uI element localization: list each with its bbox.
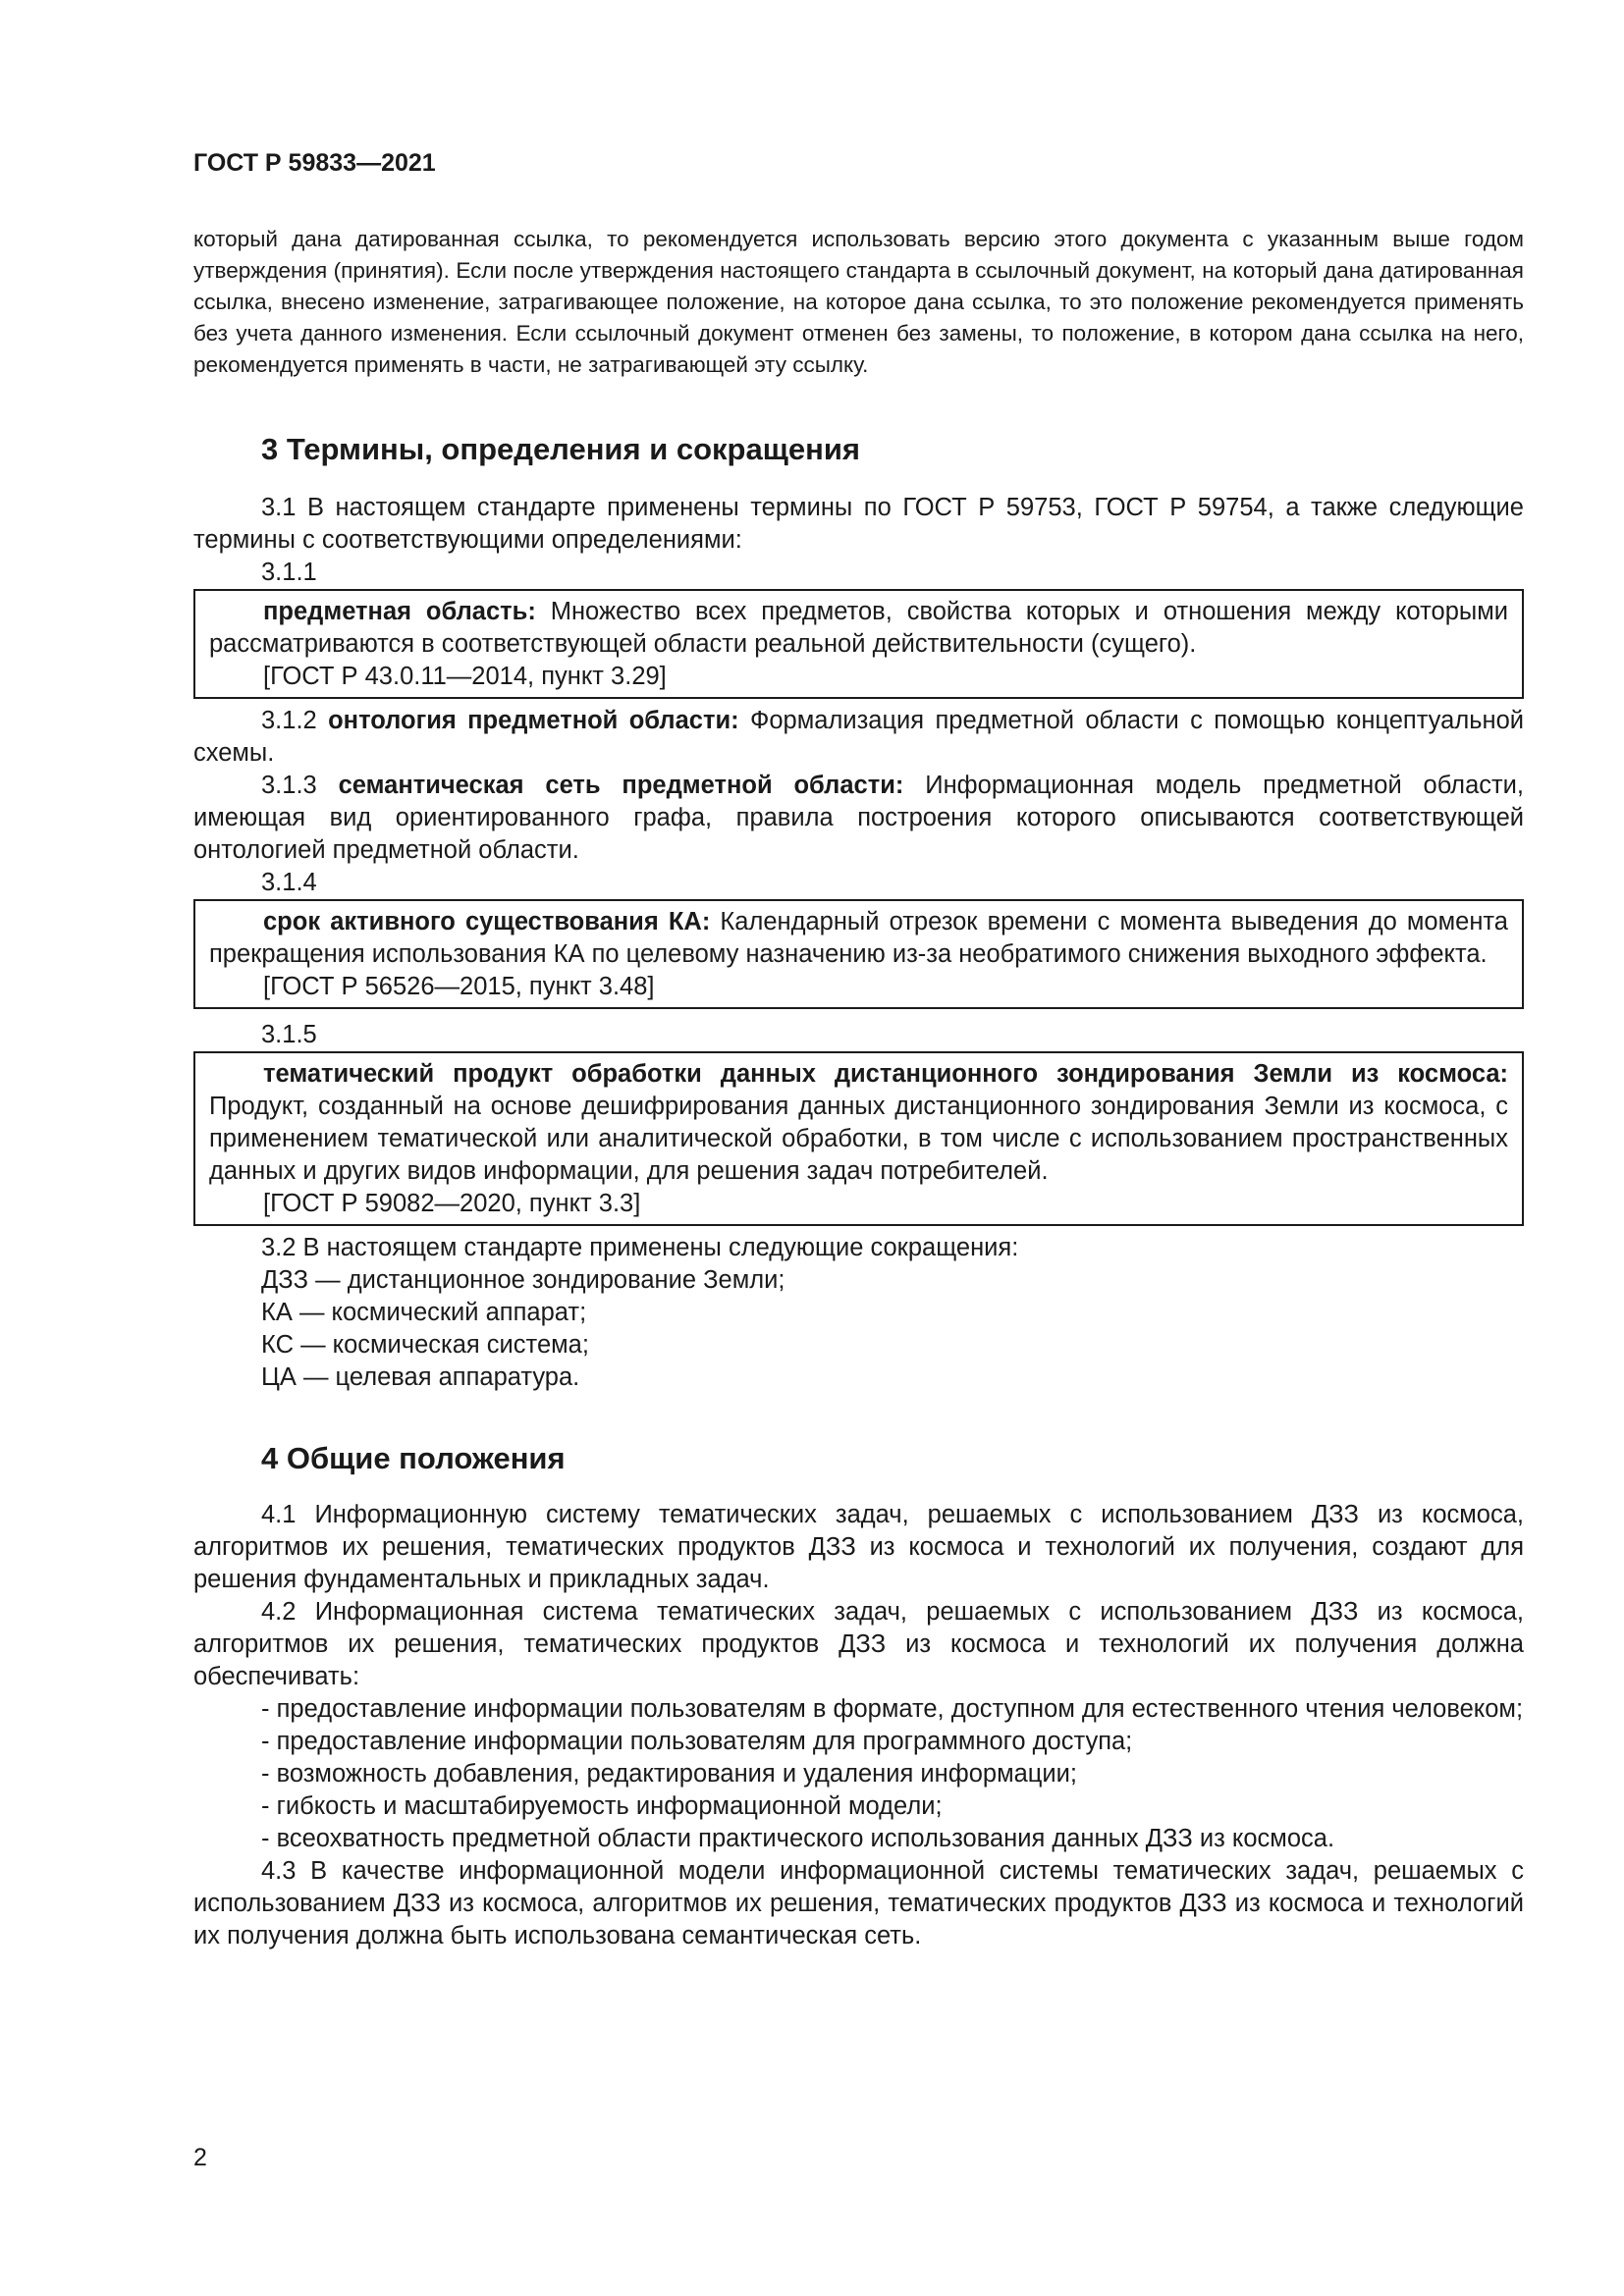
page-number: 2	[193, 2144, 207, 2171]
term-box-3-1-4	[193, 899, 1524, 1009]
term-3-1-3	[193, 770, 1524, 867]
term-number-3-1-5: 3.1.5	[261, 1021, 317, 1048]
abbreviation-item: КС — космическая система;	[261, 1331, 589, 1359]
term-3-1-4-source: [ГОСТ Р 56526—2015, пункт 3.48]	[263, 973, 655, 1000]
term-3-1-5-source: [ГОСТ Р 59082—2020, пункт 3.3]	[263, 1190, 641, 1217]
paragraph-4-1: 4.1 Информационную систему тематических задач, решаемых с использованием ДЗЗ из космоса, алгоритмов их решения, тематических продуктов ДЗЗ из космоса и технологий их получения, создают для решения фундаментальных и прикладных задач.	[193, 1501, 1524, 1593]
document-header: ГОСТ Р 59833—2021	[193, 149, 436, 177]
term-box-3-1-1	[193, 589, 1524, 699]
term-number-3-1-4: 3.1.4	[261, 869, 317, 896]
paragraph-4-2: 4.2 Информационная система тематических задач, решаемых с использованием ДЗЗ из космоса, алгоритмов их решения, тематических продуктов ДЗЗ из космоса и технологий их получения должна обеспечивать:	[193, 1598, 1524, 1690]
page-content	[193, 224, 1524, 1952]
term-3-1-2-number: 3.1.2	[261, 707, 317, 734]
term-3-1-3-number: 3.1.3	[261, 772, 317, 799]
bullet-item: - возможность добавления, редактирования и удаления информации;	[261, 1760, 1077, 1788]
term-3-1-2-name: онтология предметной области:	[328, 707, 739, 734]
term-3-1-3-definition: Информационная модель предметной области, имеющая вид ориентированного графа, правила построения которого описываются соответствующей онтологией предметной области.	[193, 772, 1525, 864]
term-3-1-2-definition: Формализация предметной области с помощью концептуальной схемы.	[193, 707, 1524, 767]
paragraph-3-1: 3.1 В настоящем стандарте применены термины по ГОСТ Р 59753, ГОСТ Р 59754, а также следующие термины с соответствующими определениями:	[193, 494, 1524, 554]
abbreviation-item: ДЗЗ — дистанционное зондирование Земли;	[261, 1266, 785, 1294]
term-number-3-1-1: 3.1.1	[261, 559, 317, 586]
term-3-1-1-source: [ГОСТ Р 43.0.11—2014, пункт 3.29]	[263, 663, 667, 690]
term-3-1-4	[209, 906, 1508, 971]
term-3-1-5-name: тематический продукт обработки данных дистанционного зондирования Земли из космоса:	[263, 1060, 1508, 1088]
bullet-item: - гибкость и масштабируемость информационной модели;	[261, 1792, 943, 1820]
bullet-item: - предоставление информации пользователям для программного доступа;	[261, 1728, 1133, 1755]
section-4-title: 4 Общие положения	[261, 1441, 566, 1475]
bullet-item: - предоставление информации пользователям в формате, доступном для естественного чтения человеком;	[261, 1695, 1524, 1723]
bullet-item: - всеохватность предметной области практического использования данных ДЗЗ из космоса.	[261, 1825, 1335, 1852]
term-3-1-1-name: предметная область:	[263, 598, 536, 625]
term-3-1-2	[193, 705, 1524, 770]
paragraph-3-2: 3.2 В настоящем стандарте применены следующие сокращения:	[261, 1234, 1019, 1261]
term-3-1-4-name: срок активного существования КА:	[263, 908, 711, 935]
paragraph-4-3: 4.3 В качестве информационной модели информационной системы тематических задач, решаемых с использованием ДЗЗ из космоса, алгоритмов их решения, тематических продуктов ДЗЗ из космоса и технологий их получения должна быть использована семантическая сеть.	[193, 1857, 1524, 1949]
term-3-1-4-definition: Календарный отрезок времени с момента выведения до момента прекращения использования КА по целевому назначению из-за необратимого снижения выходного эффекта.	[209, 908, 1508, 968]
abbreviation-item: КА — космический аппарат;	[261, 1299, 587, 1326]
term-3-1-5-definition: Продукт, созданный на основе дешифрирования данных дистанционного зондирования Земли из космоса, с применением тематической или аналитической обработки, в том числе с использованием пространственных данных и других видов информации, для решения задач потребителей.	[209, 1093, 1508, 1185]
term-3-1-5	[209, 1058, 1508, 1188]
term-3-1-3-name: семантическая сеть предметной области:	[338, 772, 904, 799]
abbreviation-item: ЦА — целевая аппаратура.	[261, 1363, 580, 1391]
term-3-1-1	[209, 596, 1508, 661]
section-3-title: 3 Термины, определения и сокращения	[261, 432, 860, 466]
intro-paragraph: который дана датированная ссылка, то рекомендуется использовать версию этого документа с указанным выше годом утверждения (принятия). Если после утверждения настоящего стандарта в ссылочный документ, на который дана датированная ссылка, внесено изменение, затрагивающее положение, на которое дана ссылка, то это положение рекомендуется применять без учета данного изменения. Если ссылочный документ отменен без замены, то положение, в котором дана ссылка на него, рекомендуется применять в части, не затрагивающей эту ссылку.	[193, 227, 1524, 377]
term-3-1-1-definition: Множество всех предметов, свойства которых и отношения между которыми рассматриваются в соответствующей области реальной действительности (сущего).	[209, 598, 1508, 658]
term-box-3-1-5	[193, 1051, 1524, 1226]
